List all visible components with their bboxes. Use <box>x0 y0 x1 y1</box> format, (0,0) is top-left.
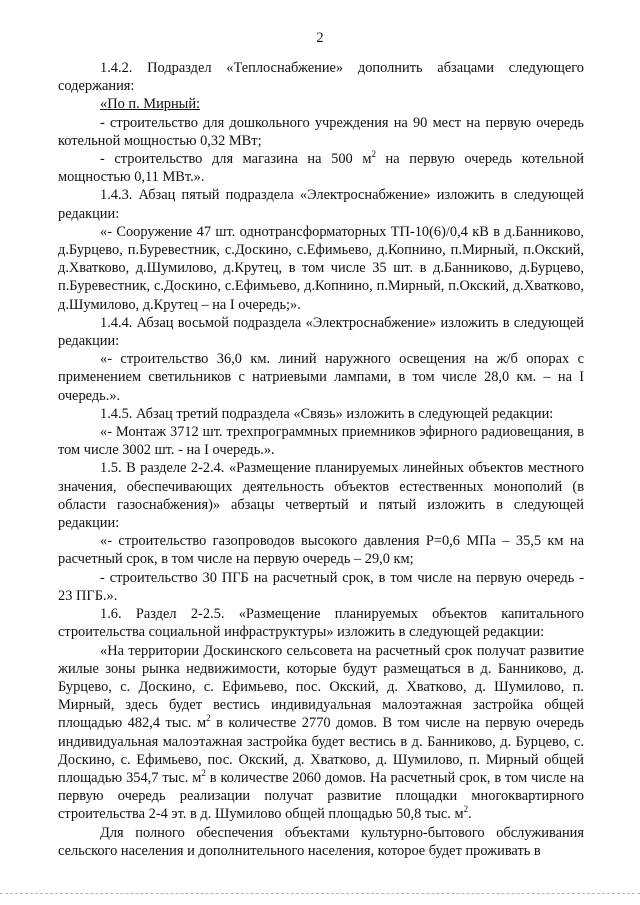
paragraph-pgb: - строительство 30 ПГБ на расчетный срок, в том числе на первую очередь - 23 ПГБ.». <box>58 569 584 604</box>
paragraph-radio-receivers: «- Монтаж 3712 шт. трехпрограммных приемников эфирного радиовещания, в том числе 3002 шт. - на I очередь.». <box>58 424 584 459</box>
paragraph-mirny-heading <box>58 95 584 113</box>
paragraph-1-5: 1.5. В разделе 2-2.4. «Размещение планируемых линейных объектов местного значения, обеспечивающих деятельность объектов естественных монополий (в области газоснабжения)» абзацы четвертый и пятый изложить в следующей редакции: <box>58 460 584 532</box>
document-body <box>58 59 584 860</box>
residential-text-c: в количестве 2060 домов. На расчетный срок, в том числе на первую очередь реализации получат развитие площадки многоквартирного строительства 2-4 эт. в д. Шумилово общей площадью 50,8 тыс. м <box>58 769 584 823</box>
page-bottom-rule <box>0 893 640 894</box>
superscript-square: 2 <box>201 767 206 778</box>
paragraph-kindergarten-boiler: - строительство для дошкольного учреждения на 90 мест на первую очередь котельной мощностью 0,32 МВт; <box>58 114 584 149</box>
paragraph-1-6: 1.6. Раздел 2-2.5. «Размещение планируемых объектов капитального строительства социальной инфраструктуры» изложить в следующей редакции: <box>58 606 584 641</box>
paragraph-gas-pipelines: «- строительство газопроводов высокого давления Р=0,6 МПа – 35,5 км на расчетный срок, в том числе на первую очередь – 29,0 км; <box>58 533 584 568</box>
shop-boiler-text-b: на первую очередь котельной мощностью 0,11 МВт.». <box>58 151 584 186</box>
superscript-square: 2 <box>371 149 376 160</box>
superscript-square: 2 <box>206 713 211 724</box>
paragraph-cultural-services: Для полного обеспечения объектами культурно-бытового обслуживания сельского населения и дополнительного населения, которое будет проживать в <box>58 824 584 859</box>
shop-boiler-text-a: - строительство для магазина на 500 м <box>100 151 372 168</box>
superscript-square: 2 <box>463 804 469 815</box>
mirny-heading-text: «По п. Мирный: <box>100 96 201 113</box>
residential-text-d: . <box>468 806 472 823</box>
paragraph-shop-boiler <box>58 150 584 186</box>
paragraph-1-4-3: 1.4.3. Абзац пятый подраздела «Электроснабжение» изложить в следующей редакции: <box>58 187 584 222</box>
residential-text-a: «На территории Доскинского сельсовета на расчетный срок получат развитие жилые зоны рынка недвижимости, которые будут размещаться в д. Банниково, д. Бурцево, с. Доскино, с. Ефимьево, пос. Окский, д. Хватково, д. Шумилово, п. Мирный, здесь будет вестись индивидуальная малоэтажная застройка общей площадью 482,4 тыс. м <box>58 642 584 732</box>
residential-text-b: в количестве 2770 домов. В том числе на первую очередь индивидуальная малоэтажная застройка будет вестись в д. Банниково, д. Бурцево, с. Доскино, с. Ефимьево, пос. Окский, д. Хватково, д. Шумилово, п. Мирный общей площадью 354,7 тыс. м <box>58 715 584 786</box>
paragraph-transformers: «- Сооружение 47 шт. однотрансформаторных ТП-10(6)/0,4 кВ в д.Банниково, д.Бурцево, п.Буревестник, с.Доскино, с.Ефимьево, д.Копнино, п.Мирный, п.Окский, д.Хватково, д.Шумилово, д.Крутец, в том числе 35 шт. в д.Банниково, д.Бурцево, п.Буревестник, с.Доскино, с.Ефимьево, д.Копнино, п.Мирный, п.Окский, д.Хватково, д.Шумилово, д.Крутец – на I очередь;». <box>58 223 584 313</box>
paragraph-street-lighting: «- строительство 36,0 км. линий наружного освещения на ж/б опорах с применением светильников с натриевыми лампами, в том числе 28,0 км. – на I очередь.». <box>58 351 584 404</box>
paragraph-1-4-4: 1.4.4. Абзац восьмой подраздела «Электроснабжение» изложить в следующей редакции: <box>58 314 584 350</box>
page-number: 2 <box>316 30 324 46</box>
paragraph-residential-zones <box>58 642 584 824</box>
paragraph-1-4-5: 1.4.5. Абзац третий подраздела «Связь» изложить в следующей редакции: <box>100 405 554 422</box>
paragraph-1-4-2: 1.4.2. Подраздел «Теплоснабжение» дополнить абзацами следующего содержания: <box>58 60 584 95</box>
